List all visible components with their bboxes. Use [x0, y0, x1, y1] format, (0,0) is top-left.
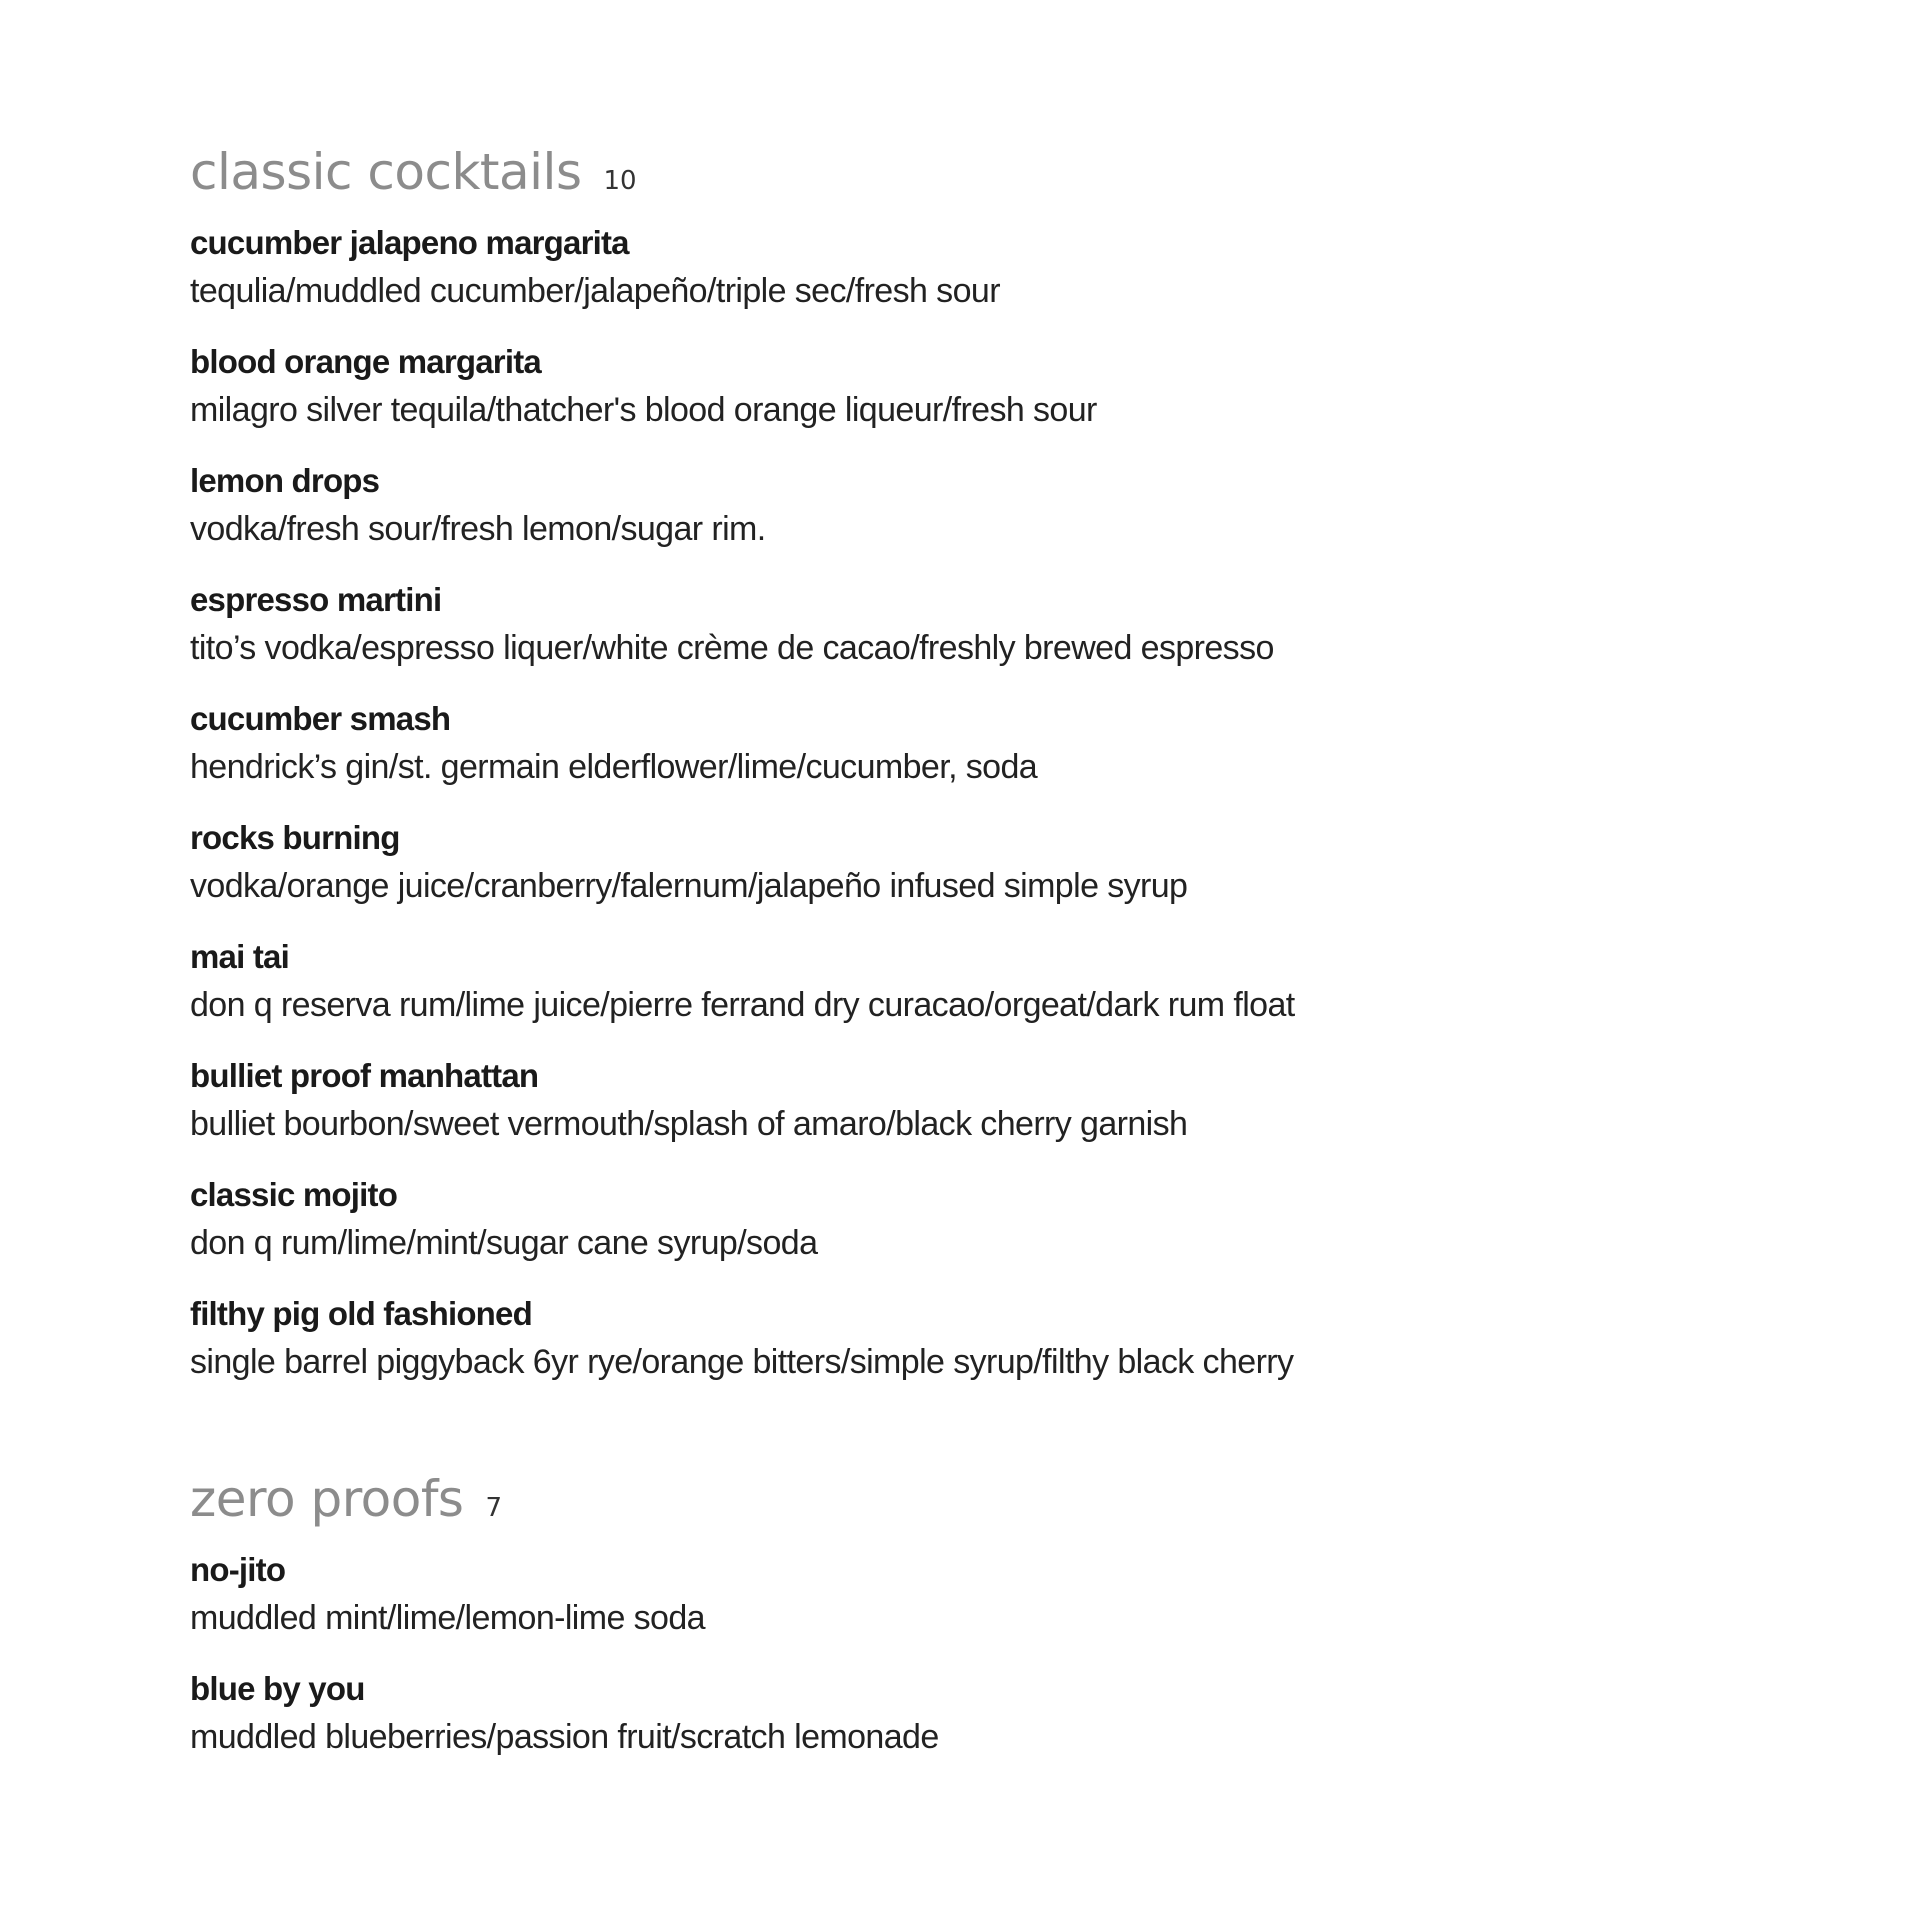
menu-item [190, 1172, 1790, 1268]
item-description: tito’s vodka/espresso liquer/white crème de cacao/freshly brewed espresso [190, 629, 1274, 667]
menu-item [190, 220, 1790, 316]
item-description: vodka/orange juice/cranberry/falernum/jalapeño infused simple syrup [190, 867, 1188, 905]
menu-item [190, 458, 1790, 554]
section-price: 10 [603, 166, 637, 196]
item-name: blue by you [190, 1670, 365, 1707]
menu-item [190, 1053, 1790, 1149]
item-description: muddled blueberries/passion fruit/scratch lemonade [190, 1718, 939, 1756]
item-name: filthy pig old fashioned [190, 1295, 532, 1332]
section-price: 7 [485, 1493, 503, 1523]
item-name: cucumber jalapeno margarita [190, 224, 629, 261]
section-header [190, 140, 1790, 204]
item-description: single barrel piggyback 6yr rye/orange bitters/simple syrup/filthy black cherry [190, 1343, 1294, 1381]
item-name: classic mojito [190, 1176, 398, 1213]
item-description: muddled mint/lime/lemon-lime soda [190, 1599, 705, 1637]
menu-item [190, 815, 1790, 911]
item-description: hendrick’s gin/st. germain elderflower/lime/cucumber, soda [190, 748, 1038, 786]
item-description: don q reserva rum/lime juice/pierre ferrand dry curacao/orgeat/dark rum float [190, 986, 1295, 1024]
item-name: blood orange margarita [190, 343, 541, 380]
item-name: bulliet proof manhattan [190, 1057, 539, 1094]
menu-item [190, 577, 1790, 673]
menu-page [190, 140, 1790, 1785]
section-zero-proofs [190, 1467, 1790, 1762]
menu-item [190, 1291, 1790, 1387]
item-description: milagro silver tequila/thatcher's blood orange liqueur/fresh sour [190, 391, 1097, 429]
item-description: tequlia/muddled cucumber/jalapeño/triple sec/fresh sour [190, 272, 1000, 310]
section-classic-cocktails [190, 140, 1790, 1387]
item-name: lemon drops [190, 462, 380, 499]
item-name: mai tai [190, 938, 289, 975]
item-description: don q rum/lime/mint/sugar cane syrup/soda [190, 1224, 818, 1262]
section-title: classic cocktails [190, 143, 582, 201]
menu-item [190, 339, 1790, 435]
section-title: zero proofs [190, 1470, 464, 1528]
item-name: cucumber smash [190, 700, 451, 737]
menu-item [190, 696, 1790, 792]
item-name: espresso martini [190, 581, 442, 618]
menu-item [190, 1547, 1790, 1643]
section-header [190, 1467, 1790, 1531]
item-description: vodka/fresh sour/fresh lemon/sugar rim. [190, 510, 766, 548]
menu-item [190, 1666, 1790, 1762]
item-name: no-jito [190, 1551, 286, 1588]
item-name: rocks burning [190, 819, 400, 856]
item-description: bulliet bourbon/sweet vermouth/splash of amaro/black cherry garnish [190, 1105, 1188, 1143]
menu-item [190, 934, 1790, 1030]
